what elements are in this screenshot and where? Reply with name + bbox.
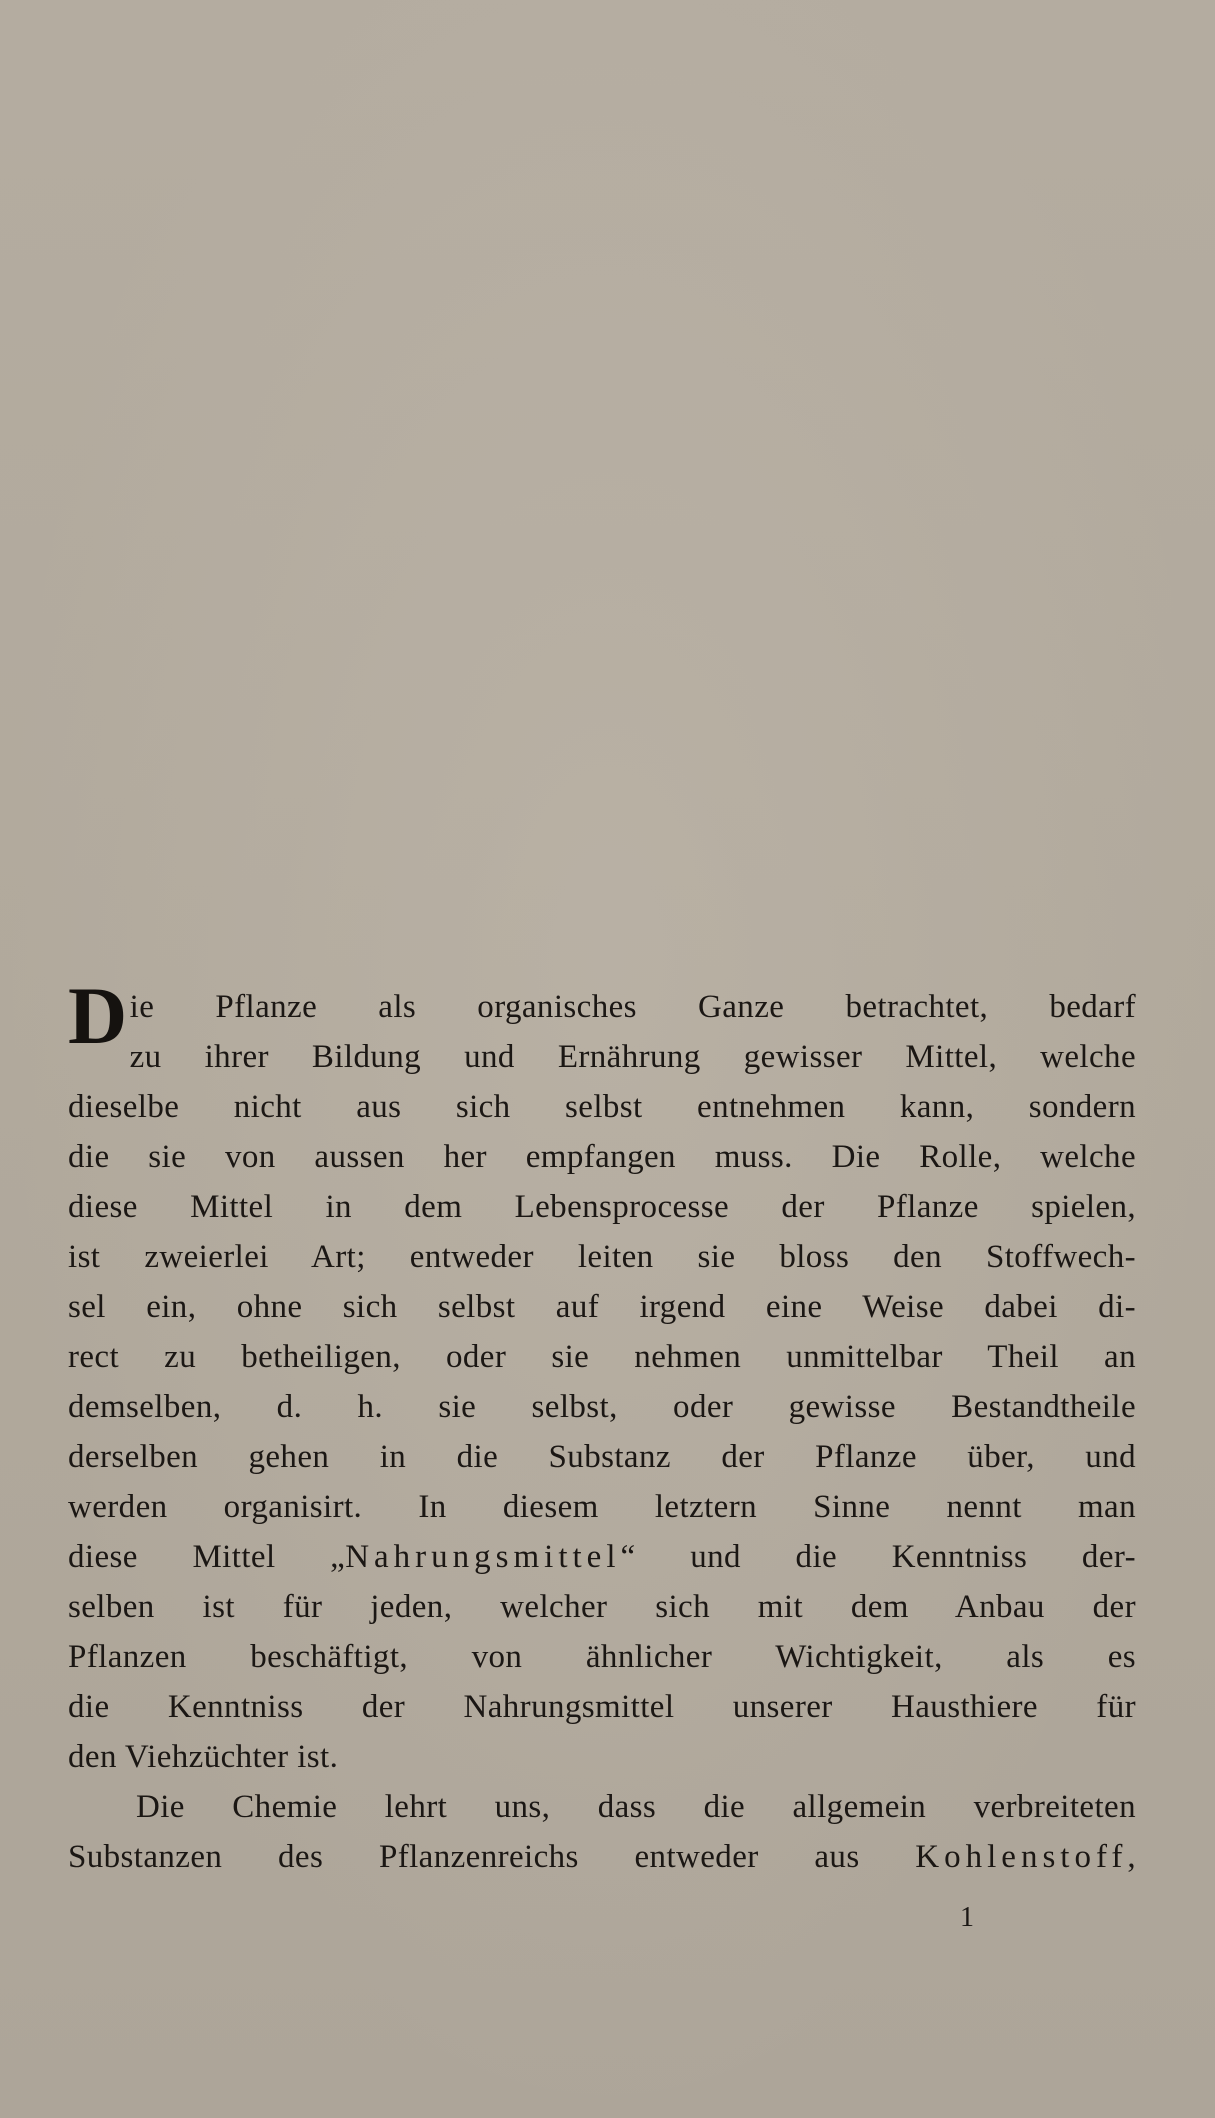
text-line: Die Chemie lehrt uns, dass die allgemein verbreiteten <box>136 1789 1136 1825</box>
paragraph-2 <box>68 1782 1136 1882</box>
text-line: werden organisirt. In diesem letztern Sinne nennt man <box>68 1489 1136 1525</box>
text-line: die sie von aussen her empfangen muss. Die Rolle, welche <box>68 1139 1136 1175</box>
body-text <box>68 970 1137 1882</box>
text-line: zu ihrer Bildung und Ernährung gewisser Mittel, welche <box>129 1039 1136 1075</box>
text-line: diese Mittel in dem Lebensprocesse der Pflanze spielen, <box>68 1189 1136 1225</box>
text-line: Substanzen des Pflanzenreichs entweder aus Kohlenstoff, <box>68 1839 1136 1875</box>
text-line: ist zweierlei Art; entweder leiten sie bloss den Stoffwech- <box>68 1239 1136 1275</box>
text-line: Pflanzen beschäftigt, von ähnlicher Wichtigkeit, als es <box>68 1639 1136 1675</box>
page-number: 1 <box>960 1902 974 1933</box>
text-line: demselben, d. h. sie selbst, oder gewisse Bestandtheile <box>68 1389 1136 1425</box>
text-line: die Kenntniss der Nahrungsmittel unserer Hausthiere für <box>68 1689 1136 1725</box>
emphasized-term: Nahrungsmittel <box>345 1539 621 1575</box>
paragraph-1 <box>68 970 1137 1782</box>
text-line: rect zu betheiligen, oder sie nehmen unmittelbar Theil an <box>68 1339 1136 1375</box>
text-line: diese Mittel „Nahrungsmittel“ und die Kenntniss der- <box>68 1539 1137 1575</box>
text-line: sel ein, ohne sich selbst auf irgend eine Weise dabei di- <box>68 1289 1136 1325</box>
text-line: selben ist für jeden, welcher sich mit dem Anbau der <box>68 1589 1136 1625</box>
text-line: derselben gehen in die Substanz der Pflanze über, und <box>68 1439 1136 1475</box>
text-line: ie Pflanze als organisches Ganze betrachtet, bedarf <box>129 989 1136 1025</box>
drop-cap: D <box>68 970 128 1061</box>
emphasized-term: Kohlenstoff <box>915 1839 1128 1875</box>
text-line: den Viehzüchter ist. <box>68 1739 339 1775</box>
text-line: dieselbe nicht aus sich selbst entnehmen kann, sondern <box>68 1089 1136 1125</box>
show-through-text <box>70 20 1160 970</box>
